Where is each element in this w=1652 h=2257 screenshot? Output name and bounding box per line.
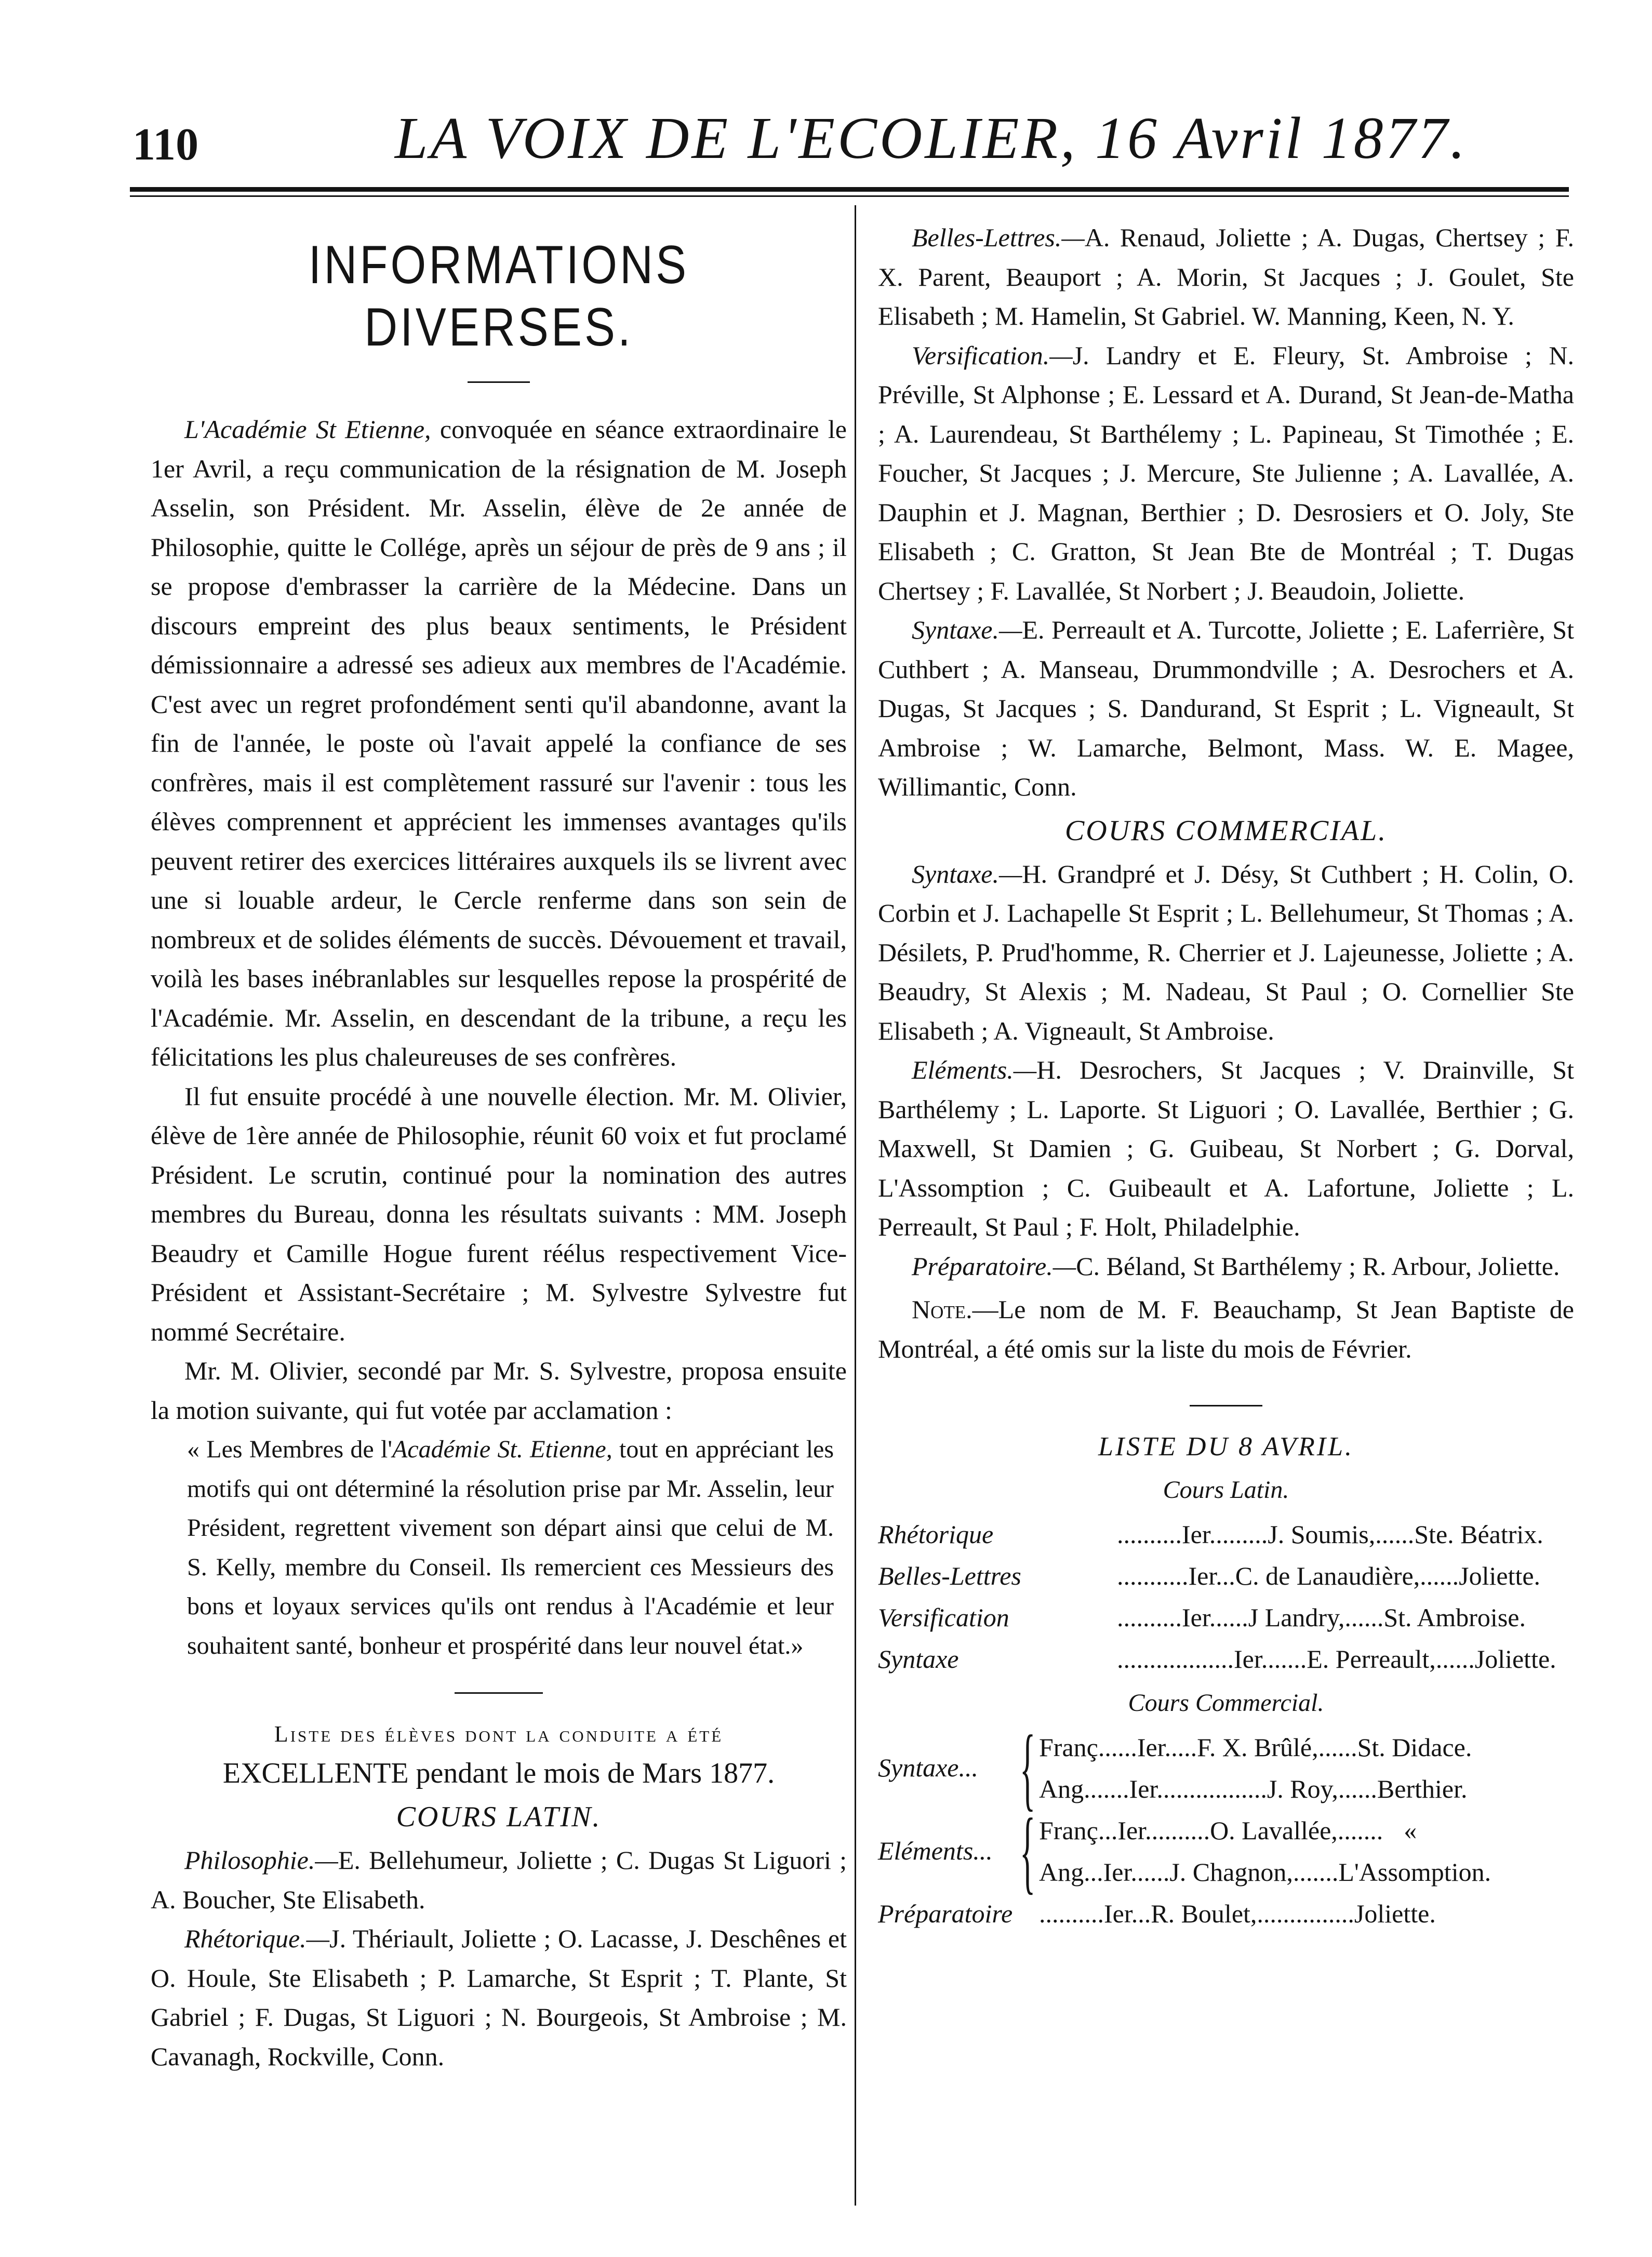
table-row <box>878 1513 1574 1555</box>
section-rule <box>1190 1405 1262 1406</box>
row-label: Belles-Lettres <box>878 1561 1021 1590</box>
motion-quote <box>151 1430 847 1665</box>
row-sub: Franç......Ier..... <box>1039 1732 1197 1762</box>
elements-group <box>878 1799 1574 1903</box>
table-row <box>878 1638 1574 1680</box>
column-divider <box>855 205 856 2206</box>
row-name: J Landry,...... <box>1248 1602 1384 1632</box>
cours-commercial-heading: COURS COMMERCIAL. <box>1064 814 1388 847</box>
entry-text: E. Bellehumeur, Joliette ; C. Dugas St Liguori ; A. Boucher, Ste Elisabeth. <box>151 1846 847 1914</box>
row-label: Versification <box>878 1602 1009 1632</box>
row-place: St. Didace. <box>1357 1732 1472 1762</box>
entry-label: Belles-Lettres.— <box>912 223 1085 252</box>
row-place: « <box>1404 1815 1417 1845</box>
table-row <box>1039 1768 1472 1810</box>
row-name: J. Chagnon,....... <box>1169 1857 1339 1887</box>
note-paragraph <box>878 1290 1574 1369</box>
table-row <box>878 1893 1574 1934</box>
entry-text: A. Renaud, Joliette ; A. Dugas, Chertsey ; F. X. Parent, Beauport ; A. Morin, St Jacques ; J. Goulet, Ste Elisabeth ; M. Hamelin, St Gabriel. W. Manning, Keen, N. Y. <box>878 223 1574 330</box>
row-place: St. Ambroise. <box>1383 1602 1526 1632</box>
left-column <box>151 218 847 2076</box>
paragraph-1-text: convoquée en séance extraordinaire le 1er Avril, a reçu communication de la résignation de M. Joseph Asselin, son Président. Mr. Asselin, élève de 2e année de Philosophie, quitte le Collége, après un séjour de près de 9 ans ; il se propose d'embrasser la carrière de la Médecine. Dans un discours empreint des plus beaux sentiments, le Président démissionnaire a adressé ses adieux aux membres de l'Académie. C'est avec un regret profondément senti qu'il abandonne, avant la fin de l'année, le poste où l'avait appelé la confiance de ses confrères, mais il est complètement rassuré sur l'avenir : tous les élèves comprennent et apprécient les immenses avantages qu'ils peuvent retirer des exercices littéraires auxquels ils se livrent avec une si louable ardeur, le Cercle renferme dans son sein de nombreux et de solides éléments de succès. Dévouement et travail, voilà les bases inébranlables sur lesquelles repose la prospérité de l'Académie. Mr. Asselin, en descendant de la tribune, a reçu les félicitations les plus chaleureuses de ses confrères. <box>151 415 847 1071</box>
entry-label: Versification.— <box>912 340 1073 370</box>
title-rule <box>468 381 530 383</box>
group-label: Eléments... <box>878 1836 993 1865</box>
row-place: L'Assomption. <box>1338 1857 1491 1887</box>
row-label: Syntaxe <box>878 1644 959 1674</box>
list-entry <box>878 218 1574 336</box>
quote-start: « Les Membres de l' <box>187 1436 392 1463</box>
row-label: Rhétorique <box>878 1519 994 1549</box>
quote-academie: Académie St. Etienne, <box>392 1436 612 1463</box>
list-entry <box>878 610 1574 807</box>
liste-title: LISTE DU 8 AVRIL. <box>1098 1432 1354 1462</box>
row-name: E. Perreault,...... <box>1307 1644 1475 1674</box>
list-entry <box>878 1247 1574 1286</box>
brace-glyph: { <box>1020 1716 1036 1820</box>
page-number: 110 <box>132 120 199 170</box>
row-rank: ..................Ier....... <box>1117 1644 1307 1674</box>
row-name: R. Boulet,............... <box>1151 1898 1354 1928</box>
header-rule-thin <box>130 195 1569 197</box>
row-name: F. X. Brûlé,...... <box>1197 1732 1357 1762</box>
header-rule-thick <box>130 187 1569 192</box>
entry-text: J. Thériault, Joliette ; O. Lacasse, J. Deschênes et O. Houle, Ste Elisabeth ; P. Lamarche, St Esprit ; T. Plante, St Gabriel ; F. Dugas, St Liguori ; N. Bourgeois, St Ambroise ; M. Cavanagh, Rockville, Conn. <box>151 1924 847 2071</box>
list-entry <box>878 855 1574 1051</box>
entry-label: Préparatoire.— <box>912 1251 1076 1281</box>
row-name: C. de Lanaudière,...... <box>1235 1561 1459 1590</box>
row-place: Joliette. <box>1354 1898 1436 1928</box>
table-row <box>1039 1727 1472 1768</box>
paragraph-election: Il fut ensuite procédé à une nouvelle élection. Mr. M. Olivier, élève de 1ère année de Philosophie, réunit 60 voix et fut proclamé Président. Le scrutin, continué pour la nomination des autres membres du Bureau, donna les résultats suivants : MM. Joseph Beaudry et Camille Hogue furent réélus respectivement Vice-Président et Assistant-Secrétaire ; M. Sylvestre Sylvestre fut nommé Secrétaire. <box>151 1081 847 1346</box>
section-rule <box>455 1692 543 1694</box>
group-label: Syntaxe... <box>878 1753 978 1782</box>
note-label: Note.— <box>912 1295 998 1324</box>
row-name: J. Roy,...... <box>1267 1774 1377 1803</box>
table-row <box>1039 1851 1491 1893</box>
brace-glyph: { <box>1020 1799 1036 1903</box>
group-rows <box>1039 1810 1491 1893</box>
list-heading-line1: Liste des élèves dont la conduite a été <box>274 1721 724 1747</box>
entry-text: H. Desrochers, St Jacques ; V. Drainville, St Barthélemy ; L. Laporte. St Liguori ; O. Lavallée, Berthier ; G. Maxwell, St Damien ; G. Guibeau, St Norbert ; G. Dorval, L'Assomption ; C. Guibeault et A. Lafortune, Joliette ; L. Perreault, St Paul ; F. Holt, Philadelphie. <box>878 1055 1574 1241</box>
row-rank: ..........Ier...... <box>1117 1602 1248 1632</box>
entry-text: H. Grandpré et J. Désy, St Cuthbert ; H. Colin, O. Corbin et J. Lachapelle St Esprit ; L. Bellehumeur, St Thomas ; A. Désilets, P. Prud'homme, R. Cherrier et J. Lajeunesse, Joliette ; A. Beaudry, St Alexis ; M. Nadeau, St Paul ; O. Cornellier Ste Elisabeth ; A. Vigneault, St Ambroise. <box>878 859 1574 1045</box>
cours-commercial-subheading: Cours Commercial. <box>1128 1689 1324 1717</box>
row-place: Berthier. <box>1377 1774 1468 1803</box>
entry-label: Syntaxe.— <box>912 859 1022 888</box>
entry-label: Syntaxe.— <box>912 615 1022 644</box>
note-text: Le nom de M. F. Beauchamp, St Jean Baptiste de Montréal, a été omis sur la liste du mois de Février. <box>878 1295 1574 1363</box>
row-place: Joliette. <box>1459 1561 1541 1590</box>
paragraph-academie <box>151 410 847 1077</box>
list-entry <box>878 336 1574 611</box>
row-rank: ..........Ier... <box>1039 1898 1151 1928</box>
list-entry <box>151 1841 847 1919</box>
table-row <box>878 1597 1574 1638</box>
right-column <box>878 218 1574 1934</box>
syntaxe-group <box>878 1716 1574 1820</box>
row-sub: Franç...Ier.......... <box>1039 1815 1210 1845</box>
paragraph-motion: Mr. M. Olivier, secondé par Mr. S. Sylvestre, proposa ensuite la motion suivante, qui fut votée par acclamation : <box>151 1356 847 1425</box>
quote-end: tout en appréciant les motifs qui ont déterminé la résolution prise par Mr. Asselin, leur Président, regrettent vivement son départ ainsi que celui de M. S. Kelly, membre du Conseil. Ils remercient ces Messieurs des bons et loyaux services qu'ils ont rendus à l'Académie et leur souhaitent santé, bonheur et prospérité dans leur nouvel état.» <box>187 1436 834 1659</box>
entry-label: Philosophie.— <box>184 1846 338 1875</box>
entry-text: E. Perreault et A. Turcotte, Joliette ; E. Laferrière, St Cuthbert ; A. Manseau, Drummondville ; A. Desrochers et A. Dugas, St Jacques ; S. Dandurand, St Esprit ; L. Vigneault, St Ambroise ; W. Lamarche, Belmont, Mass. W. E. Magee, Willimantic, Conn. <box>878 615 1574 801</box>
row-name: J. Soumis,...... <box>1268 1519 1415 1549</box>
row-place: Joliette. <box>1474 1644 1556 1674</box>
list-entry <box>878 1051 1574 1247</box>
row-place: Ste. Béatrix. <box>1414 1519 1543 1549</box>
row-label: Préparatoire <box>878 1898 1013 1928</box>
entry-text: J. Landry et E. Fleury, St. Ambroise ; N. Préville, St Alphonse ; E. Lessard et A. Durand, St Jean-de-Matha ; A. Laurendeau, St Barthélemy ; L. Papineau, St Timothée ; E. Foucher, St Jacques ; J. Mercure, Ste Julienne ; A. Lavallée, A. Dauphin et J. Magnan, Berthier ; D. Desrosiers et O. Joly, Ste Elisabeth ; C. Gratton, St Jean Bte de Montréal ; T. Dugas Chertsey ; F. Lavallée, St Norbert ; J. Beaudoin, Joliette. <box>878 340 1574 605</box>
group-rows <box>1039 1727 1472 1810</box>
table-row <box>878 1555 1574 1597</box>
row-name: O. Lavallée,....... <box>1210 1815 1383 1845</box>
row-sub: Ang.......Ier................. <box>1039 1774 1267 1803</box>
running-head: LA VOIX DE L'ECOLIER, 16 Avril 1877. <box>395 105 1468 171</box>
row-rank: ..........Ier......... <box>1117 1519 1268 1549</box>
row-sub: Ang...Ier...... <box>1039 1857 1170 1887</box>
entry-label: Rhétorique.— <box>184 1924 330 1953</box>
row-rank: ...........Ier... <box>1117 1561 1235 1590</box>
cours-latin-heading: COURS LATIN. <box>396 1801 602 1833</box>
list-heading-line2: EXCELLENTE pendant le mois de Mars 1877. <box>222 1757 775 1789</box>
entry-label: Eléments.— <box>912 1055 1037 1084</box>
article-title: INFORMATIONS DIVERSES. <box>308 235 689 357</box>
table-row <box>1039 1810 1491 1851</box>
entry-text: C. Béland, St Barthélemy ; R. Arbour, Joliette. <box>1076 1251 1560 1281</box>
list-entry <box>151 1919 847 2076</box>
academie-name: L'Académie St Etienne, <box>184 415 431 444</box>
cours-latin-subheading: Cours Latin. <box>1163 1476 1289 1504</box>
